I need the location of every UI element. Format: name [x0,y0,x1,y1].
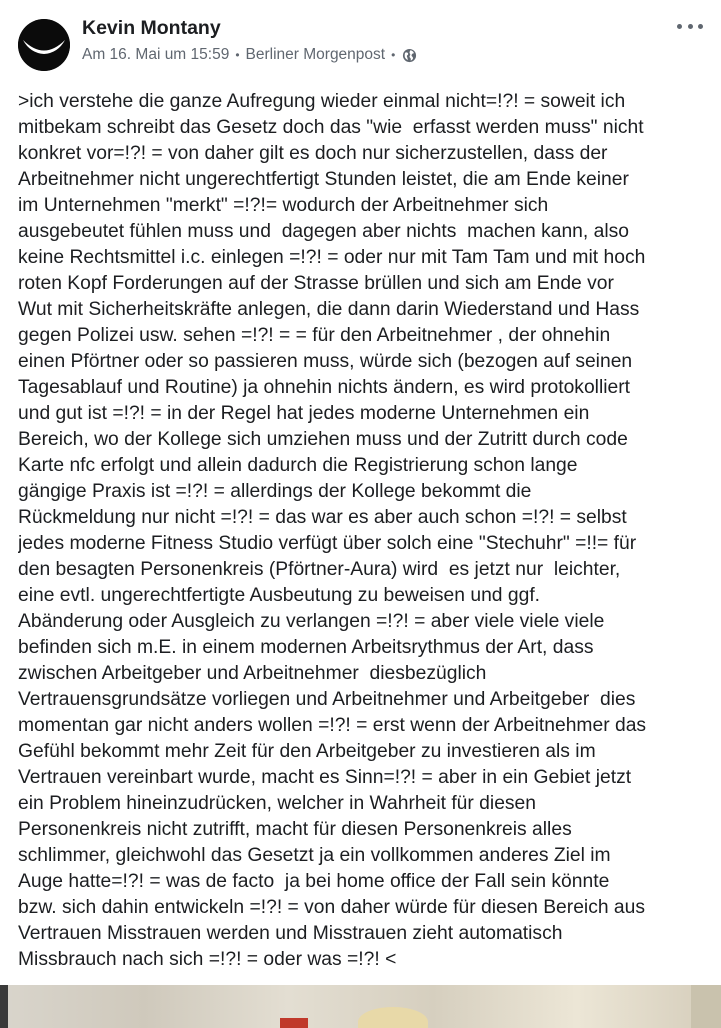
post-text-line: gegen Polizei usw. sehen =!?! = = für den Arbeitnehmer , der ohnehin [18,325,611,346]
post-text-line: eine evtl. ungerechtfertigte Ausbeutung zu beweisen und ggf. [18,585,541,606]
post-text-line: mitbekam schreibt das Gesetz doch das "wie erfasst werden muss" nicht [18,117,644,138]
post-text-line: im Unternehmen "merkt" =!?!= wodurch der Arbeitnehmer sich [18,195,549,216]
post-text-line: Personenkreis nicht zutrifft, macht für diesen Personenkreis alles [18,819,572,840]
image-red-sign [280,1018,308,1028]
post-text-line: ausgebeutet fühlen muss und dagegen aber nichts machen kann, also [18,221,629,242]
post-text-line: Vertrauensgrundsätze vorliegen und Arbeitnehmer und Arbeitgeber dies [18,689,636,710]
post-text-line: befinden sich m.E. in einem modernen Arbeitsrythmus der Art, dass [18,637,594,658]
post-text-line: Vertrauen vereinbart wurde, macht es Sinn=!?! = aber in ein Gebiet jetzt [18,767,632,788]
post-image[interactable] [0,985,721,1028]
meta-separator: • [391,48,396,62]
post-text-line: einen Pförtner oder so passieren muss, würde sich (bezogen auf seinen [18,351,633,372]
post-text-line: Auge hatte=!?! = was de facto ja bei home office der Fall sein könnte [18,871,610,892]
image-frame-right [691,985,721,1028]
post-header [18,16,703,74]
post-text-line: zwischen Arbeitgeber und Arbeitnehmer diesbezüglich [18,663,487,684]
post-text-line: jedes moderne Fitness Studio verfügt über solch eine "Stechuhr" =!!= für [18,533,637,554]
more-dot [698,24,703,29]
avatar-logo [18,19,70,71]
image-blonde-hair [358,1007,428,1028]
post-text-line: Rückmeldung nur nicht =!?! = das war es aber auch schon =!?! = selbst [18,507,627,528]
post-text-line: momentan gar nicht anders wollen =!?! = erst wenn der Arbeitnehmer das [18,715,647,736]
post-date[interactable]: Am 16. Mai um 15:59 [82,46,230,63]
post-text-line: und gut ist =!?! = in der Regel hat jedes moderne Unternehmen ein [18,403,590,424]
post-text-line: Arbeitnehmer nicht ungerechtfertigt Stunden leistet, die am Ende keiner [18,169,629,190]
post-text-line: roten Kopf Forderungen auf der Strasse brüllen und sich am Ende vor [18,273,614,294]
post-text-line: Wut mit Sicherheitskräfte anlegen, die dann darin Wiederstand und Hass [18,299,640,320]
globe-icon [402,48,417,63]
post-text-line: ein Problem hineinzudrücken, welcher in Wahrheit für diesen [18,793,537,814]
post-text-line: bzw. sich dahin entwickeln =!?! = von daher würde für diesen Bereich aus [18,897,646,918]
post-text-line: keine Rechtsmittel i.c. einlegen =!?! = oder nur mit Tam Tam und mit hoch [18,247,646,268]
post-text-line: Karte nfc erfolgt und allein dadurch die Registrierung schon lange [18,455,578,476]
post-text-line: Tagesablauf und Routine) ja ohnehin nichts ändern, es wird protokolliert [18,377,631,398]
post-text-line: Missbrauch nach sich =!?! = oder was =!?! < [18,949,397,970]
post-text-line: Vertrauen Misstrauen werden und Misstrauen zieht automatisch [18,923,563,944]
author-name[interactable]: Kevin Montany [82,17,221,39]
post-text-line: gängige Praxis ist =!?! = allerdings der Kollege bekommt die [18,481,532,502]
post-text-line: Abänderung oder Ausgleich zu verlangen =!?! = aber viele viele viele [18,611,605,632]
avatar[interactable] [18,19,70,71]
more-dot [688,24,693,29]
post-text-line: den besagten Personenkreis (Pförtner-Aura) wird es jetzt nur leichter, [18,559,621,580]
post-text-line: konkret vor=!?! = von daher gilt es doch nur sicherzustellen, dass der [18,143,608,164]
post-text [18,89,706,973]
post-source[interactable]: Berliner Morgenpost [245,46,386,63]
more-horizontal-icon[interactable] [677,16,703,36]
more-dot [677,24,682,29]
image-frame-left [0,985,8,1028]
post-text-line: Bereich, wo der Kollege sich umziehen muss und der Zutritt durch code [18,429,628,450]
post-text-line: >ich verstehe die ganze Aufregung wieder einmal nicht=!?! = soweit ich [18,91,626,112]
post-text-line: schlimmer, gleichwohl das Gesetzt ja ein vollkommen anderes Ziel im [18,845,611,866]
post-text-line: Gefühl bekommt mehr Zeit für den Arbeitgeber zu investieren als im [18,741,596,762]
meta-separator: • [235,48,240,62]
post-meta [82,46,417,64]
